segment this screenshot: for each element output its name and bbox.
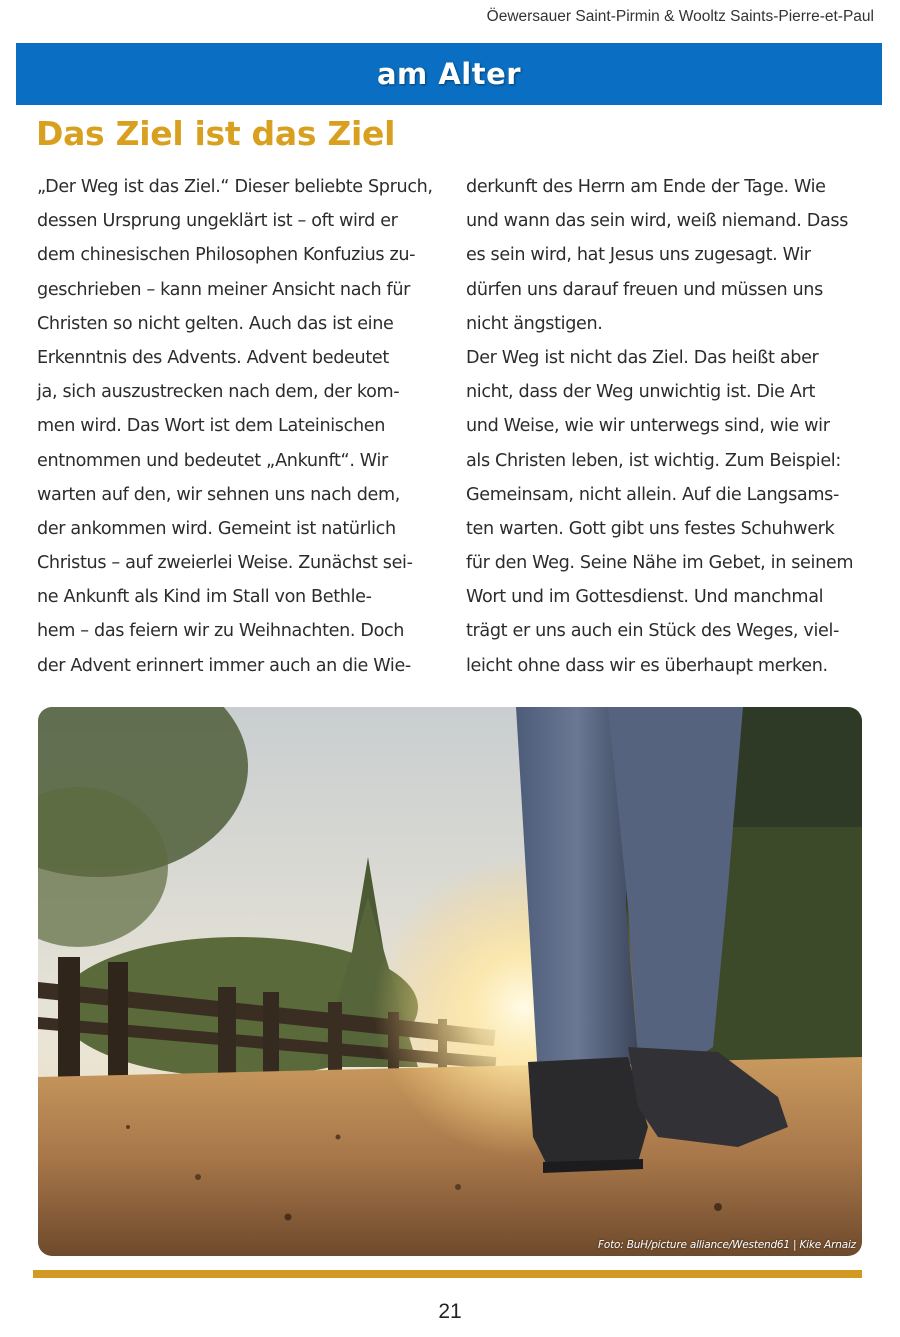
text-line: hem – das feiern wir zu Weihnachten. Doch — [37, 621, 405, 642]
text-line: ten warten. Gott gibt uns festes Schuhwerk — [466, 518, 835, 539]
text-line: warten auf den, wir sehnen uns nach dem, — [37, 484, 401, 505]
walking-path-photo — [38, 707, 862, 1256]
article-column-right — [466, 170, 886, 683]
text-line: ne Ankunft als Kind im Stall von Bethle- — [37, 587, 372, 608]
photo-illustration — [38, 707, 862, 1256]
text-line: dürfen uns darauf freuen und müssen uns — [466, 279, 823, 300]
text-line: dem chinesischen Philosophen Konfuzius zu- — [37, 245, 416, 266]
text-line: der ankommen wird. Gemeint ist natürlich — [37, 518, 396, 539]
text-line: geschrieben – kann meiner Ansicht nach für — [37, 279, 411, 300]
text-line: men wird. Das Wort ist dem Lateinischen — [37, 416, 386, 437]
article-title: Das Ziel ist das Ziel — [36, 114, 396, 153]
text-line: nicht ängstigen. — [466, 313, 603, 334]
footer-divider — [33, 1270, 862, 1278]
text-line: Christus – auf zweierlei Weise. Zunächst sei- — [37, 553, 413, 574]
text-line: entnommen und bedeutet „Ankunft“. Wir — [37, 450, 388, 471]
text-line: „Der Weg ist das Ziel.“ Dieser beliebte Spruch, — [37, 177, 433, 197]
text-line: der Advent erinnert immer auch an die Wie- — [37, 655, 411, 676]
text-line: für den Weg. Seine Nähe im Gebet, in seinem — [466, 553, 854, 574]
page-number: 21 — [438, 1300, 462, 1323]
text-line: und wann das sein wird, weiß niemand. Dass — [466, 211, 849, 232]
text-line: trägt er uns auch ein Stück des Weges, viel- — [466, 621, 840, 642]
parish-names-header: Öewersauer Saint-Pirmin & Wooltz Saints-Pierre-et-Paul — [486, 8, 874, 25]
text-line: ja, sich auszustrecken nach dem, der kom- — [37, 382, 400, 403]
section-banner — [16, 43, 882, 105]
text-line: derkunft des Herrn am Ende der Tage. Wie — [466, 177, 826, 197]
text-line: Wort und im Gottesdienst. Und manchmal — [466, 587, 824, 608]
text-line: Gemeinsam, nicht allein. Auf die Langsams- — [466, 484, 839, 505]
text-line: nicht, dass der Weg unwichtig ist. Die Art — [466, 382, 815, 403]
text-line: Der Weg ist nicht das Ziel. Das heißt aber — [466, 347, 819, 368]
text-line: es sein wird, hat Jesus uns zugesagt. Wir — [466, 245, 811, 266]
text-line: und Weise, wie wir unterwegs sind, wie wir — [466, 416, 830, 437]
text-line: Erkenntnis des Advents. Advent bedeutet — [37, 347, 389, 368]
text-line: Christen so nicht gelten. Auch das ist eine — [37, 313, 394, 334]
text-line: als Christen leben, ist wichtig. Zum Beispiel: — [466, 450, 841, 471]
text-line: leicht ohne dass wir es überhaupt merken. — [466, 655, 828, 676]
photo-credit: Foto: BuH/picture alliance/Westend61 | Kike Arnaiz — [598, 1239, 856, 1251]
text-line: dessen Ursprung ungeklärt ist – oft wird er — [37, 211, 398, 232]
section-title: am Alter — [376, 57, 522, 91]
article-column-left — [37, 170, 457, 683]
